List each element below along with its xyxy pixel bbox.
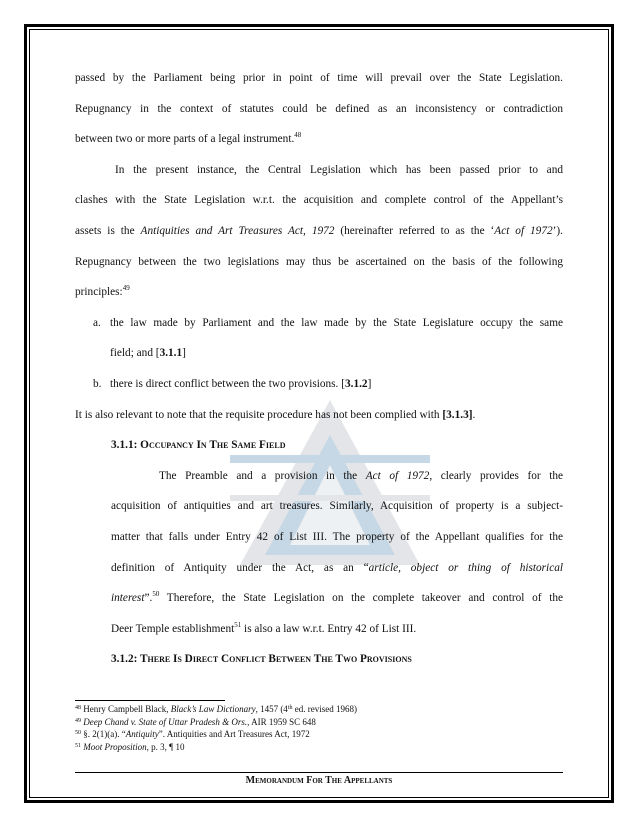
fn51-it: Moot Proposition (83, 741, 147, 752)
paragraph-1 (75, 63, 563, 94)
list-item-b-l1: there is direct conflict between the two provisions. [ (110, 377, 345, 390)
paragraph-2-line1 (75, 94, 563, 125)
fn49-b: AIR 1959 SC 648 (249, 716, 316, 727)
s311-l5-it: interest (111, 592, 145, 605)
paragraph-4-text: It is also relevant to note that the requisite procedure has not been complied with (75, 408, 443, 421)
fn51-b: , p. 3, ¶ 10 (146, 741, 185, 752)
cross-ref-3-1-1[interactable]: 3.1.1 (159, 347, 183, 360)
fn50-num: 50 (75, 730, 81, 737)
list-item-a-l2: field; and [ (110, 347, 160, 360)
paragraph-3-line3 (75, 216, 563, 247)
paragraph-3-l4: Repugnancy between the two legislations may thus be ascertained on the basis of the following (75, 255, 563, 268)
s311-l4a: definition of Antiquity under the Act, as an “ (111, 561, 369, 574)
page-footer: Memorandum For The Appellants (245, 775, 393, 786)
section-heading-3-1-1: 3.1.1: Occupancy In The Same Field (111, 439, 286, 452)
footnote-ref-48[interactable]: 48 (294, 131, 302, 140)
footnote-49 (75, 716, 563, 729)
section-3-1-1-line4 (75, 553, 563, 584)
footnote-ref-49[interactable]: 49 (122, 284, 130, 293)
paragraph-4-end: . (472, 408, 476, 421)
paragraph-2-text2: between two or more parts of a legal instrument. (75, 133, 295, 146)
list-item-a (75, 308, 563, 339)
paragraph-4 (75, 400, 563, 431)
fn48-sup: th (287, 705, 293, 711)
fn48-a: Henry Campbell Black, (81, 704, 171, 714)
list-item-a-l1: the law made by Parliament and the law made by the State Legislature occupy the same (110, 316, 563, 329)
paragraph-3-l3c: ’). (552, 224, 563, 237)
paragraph-3-line1 (75, 155, 563, 186)
s311-l5b: Therefore, the State Legislation on the complete takeover and control of the (159, 592, 563, 605)
section-heading-3-1-2: 3.1.2: There Is Direct Conflict Between The Two Provisions (111, 653, 412, 666)
list-item-a-end: ] (182, 347, 186, 360)
list-marker-b: b. (93, 377, 102, 390)
fn48-c: ed. revised 1968) (292, 704, 357, 714)
s311-l1b: , clearly provides for the (429, 469, 563, 482)
paragraph-2-text: Repugnancy in the context of statutes could be defined as an inconsistency or contradiction (75, 102, 563, 115)
fn48-num: 48 (75, 705, 81, 711)
s311-l4-it: article, object or thing of historical (368, 561, 563, 574)
paragraph-3-l2: clashes with the State Legislation w.r.t. the acquisition and complete control of the Appellant’s (75, 194, 563, 207)
cross-ref-3-1-2[interactable]: 3.1.2 (344, 377, 368, 390)
s311-act: Act of 1972 (365, 469, 430, 482)
paragraph-3-line2 (75, 185, 563, 216)
s311-l1a: The Preamble and a provision in the (159, 469, 366, 482)
section-3-1-1-line5 (75, 583, 563, 614)
section-3-1-1-line1 (75, 461, 563, 492)
list-item-b-end: ] (367, 377, 372, 390)
act-title: Antiquities and Art Treasures Act, 1972 (140, 224, 335, 237)
s311-l6b: is also a law w.r.t. Entry 42 of List III. (241, 622, 417, 635)
footnote-51 (75, 741, 563, 754)
footer-divider (75, 772, 563, 773)
s311-l5a: ”. (144, 592, 153, 605)
paragraph-3-line5 (75, 277, 563, 308)
list-marker-a: a. (93, 316, 101, 329)
paragraph-3-l3a: assets is the (75, 224, 141, 237)
paragraph-3-l1: In the present instance, the Central Legislation which has been passed prior to and (115, 163, 563, 176)
fn49-it: Deep Chand v. State of Uttar Pradesh & Ors., (83, 716, 250, 727)
fn51-num: 51 (75, 742, 81, 749)
list-item-b (75, 369, 563, 400)
cross-ref-3-1-3[interactable]: [3.1.3] (442, 408, 473, 421)
footnote-48 (75, 703, 563, 716)
s311-l6a: Deer Temple establishment (111, 622, 235, 635)
footnote-50 (75, 728, 563, 741)
paragraph-3-l3b: (hereinafter referred to as the ‘ (334, 224, 495, 237)
fn50-b: ”. Antiquities and Art Treasures Act, 1972 (158, 729, 310, 740)
s311-l2: acquisition of antiquities and art treasures. Similarly, Acquisition of property is a subject- (111, 500, 563, 513)
act-short-title: Act of 1972 (494, 224, 553, 237)
paragraph-1-text: passed by the Parliament being prior in point of time will prevail over the State Legislation. (75, 72, 563, 84)
footnote-divider (75, 700, 225, 701)
paragraph-3-l5: principles: (75, 286, 123, 299)
footnotes (75, 703, 563, 753)
footnote-ref-51[interactable]: 51 (234, 620, 242, 629)
fn50-it: Antiquity (125, 729, 159, 740)
list-item-a-cont (75, 338, 563, 369)
section-3-1-1-line6 (75, 614, 563, 645)
footnote-ref-50[interactable]: 50 (152, 590, 160, 599)
fn48-it: Black’s Law Dictionary (170, 704, 256, 714)
section-3-1-1-line3 (75, 522, 563, 553)
fn49-num: 49 (75, 717, 81, 724)
paragraph-2-line2 (75, 124, 563, 155)
body-text (75, 63, 563, 675)
fn50-a: §. 2(1)(a). “ (81, 729, 126, 740)
s311-l3: matter that falls under Entry 42 of List III. The property of the Appellant qualifies for the (111, 530, 563, 543)
fn48-b: , 1457 (4 (255, 704, 288, 714)
paragraph-3-line4 (75, 247, 563, 278)
section-3-1-1-line2 (75, 491, 563, 522)
